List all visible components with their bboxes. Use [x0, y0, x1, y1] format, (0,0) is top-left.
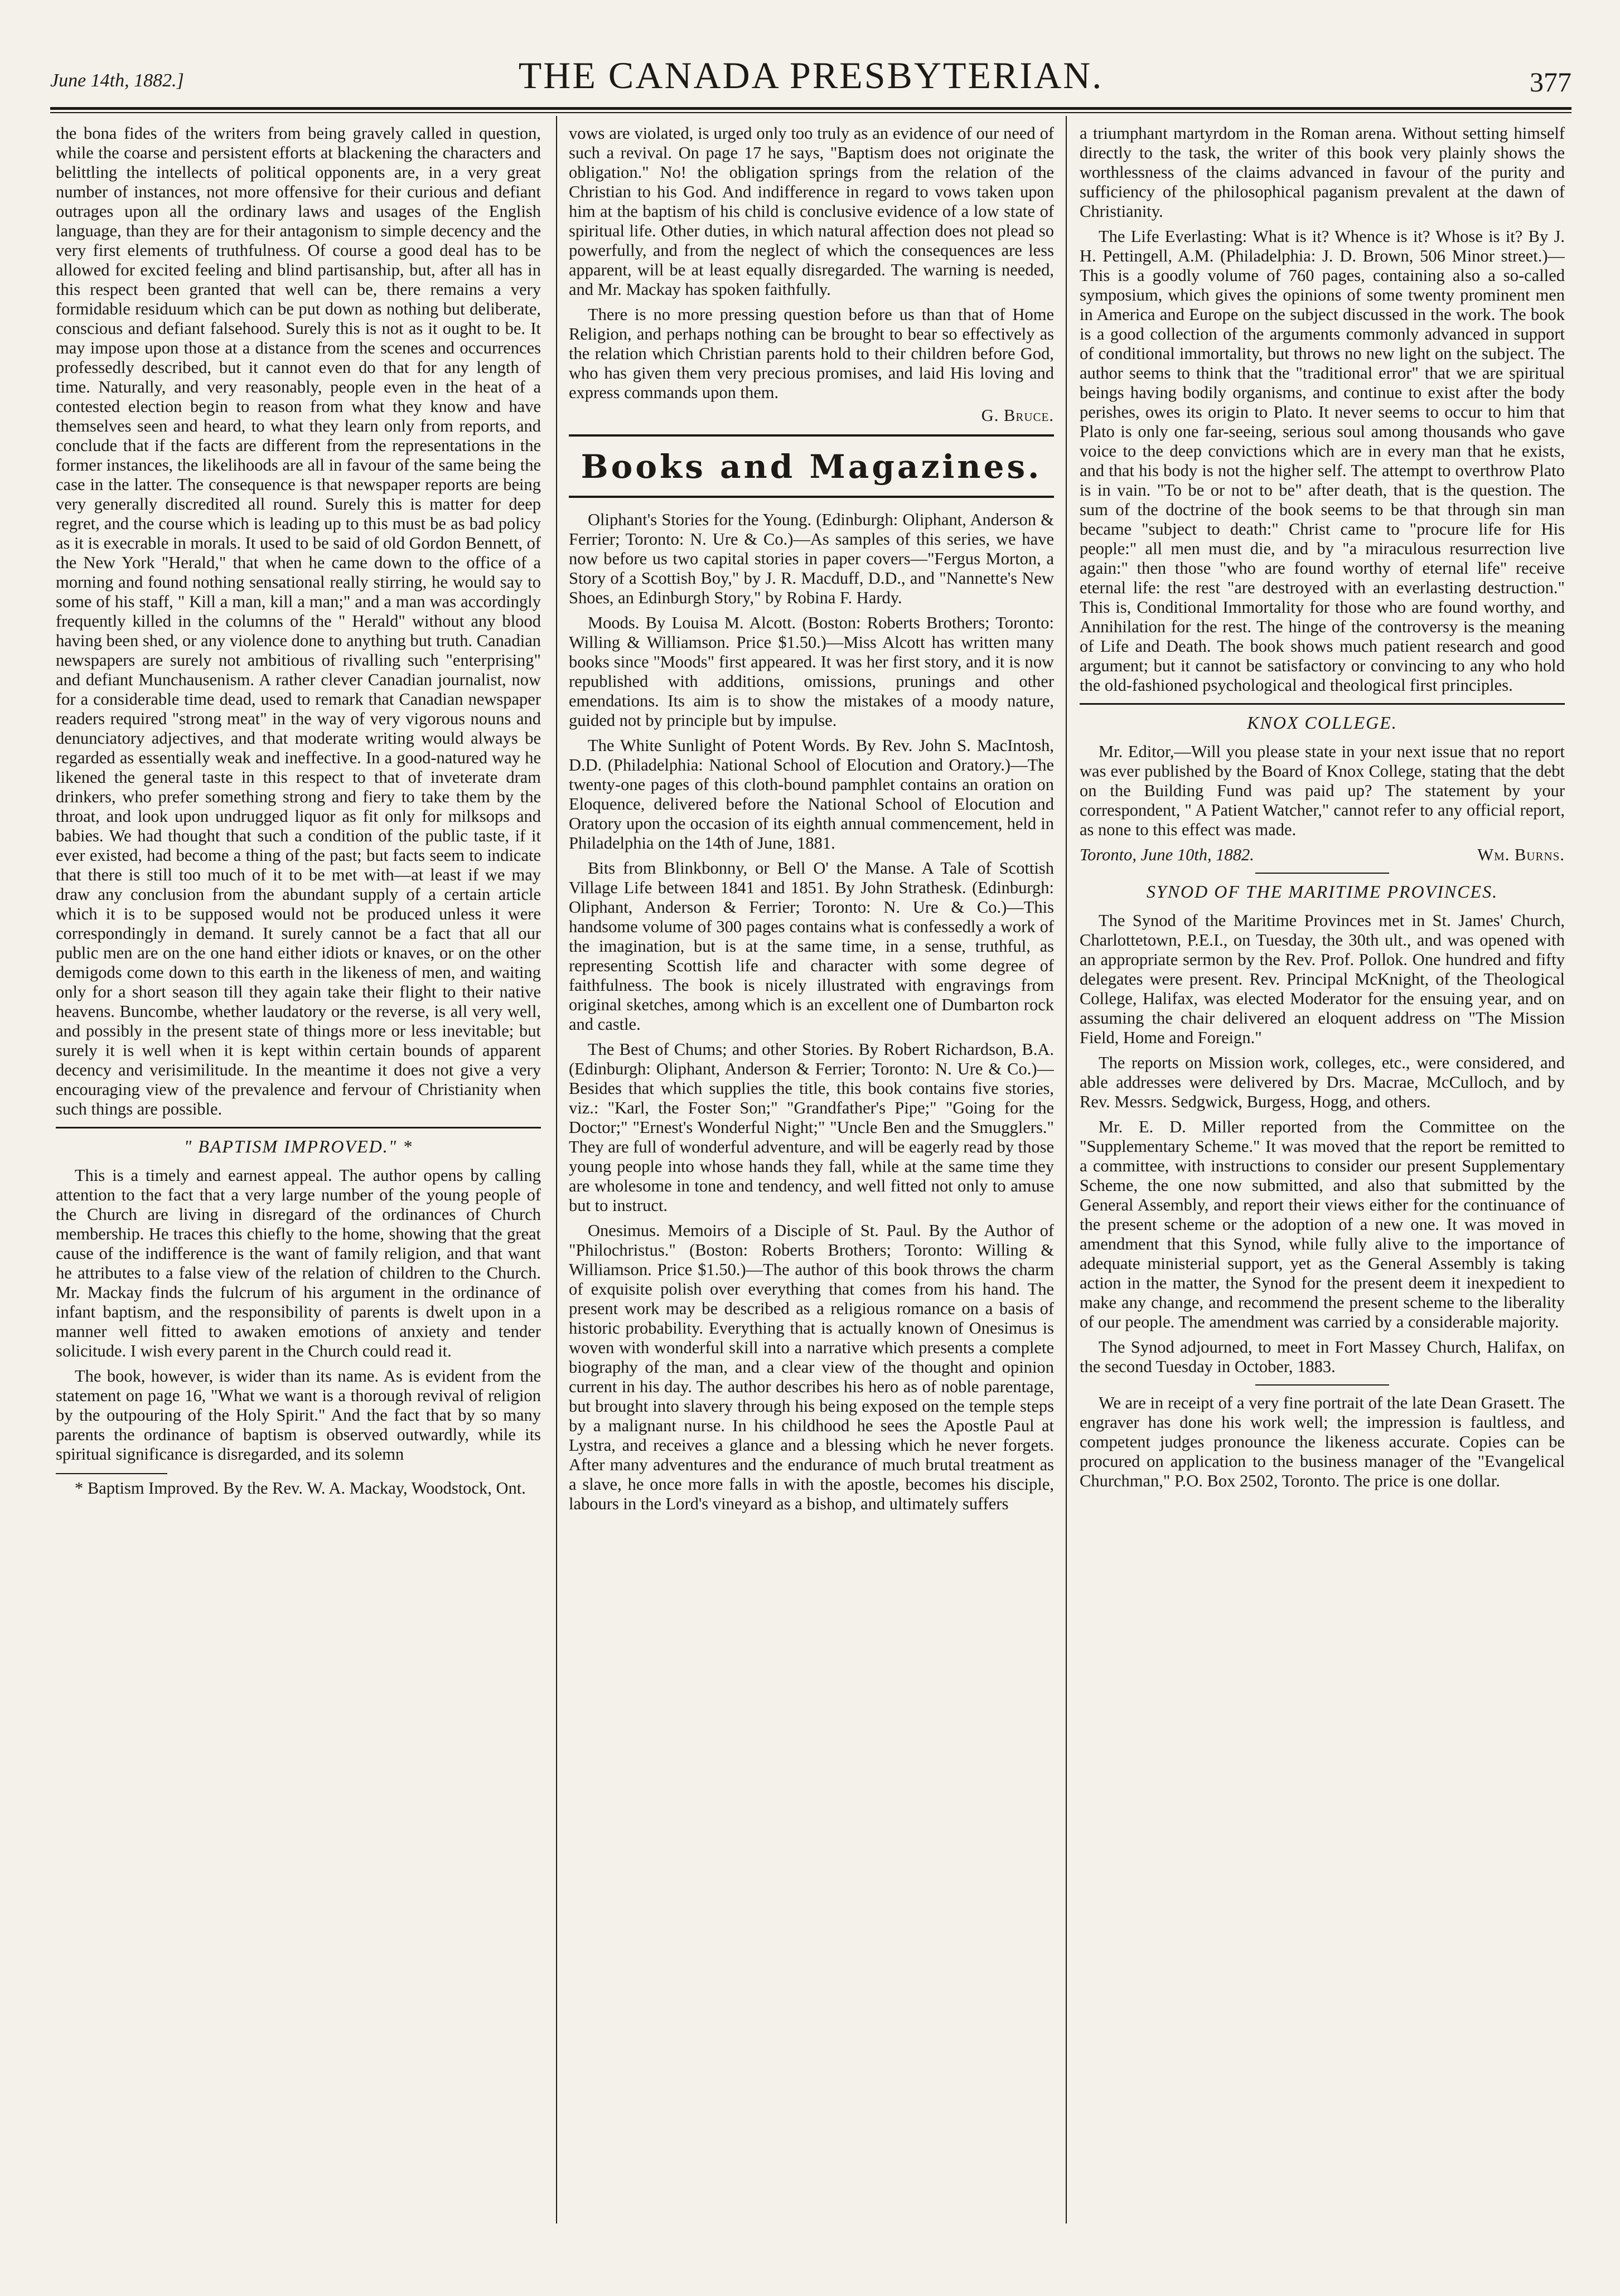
baptism-paragraph-1: This is a timely and earnest appeal. The author opens by calling attention to the fact that a very large number of the young people of the Church are living in disregard of the ordinances of Church membership. He traces this chiefly to the home, showing that the great cause of the indifference is the want of family religion, and that want he attributes to a false view of the relation of children to the Church. Mr. Mackay finds the fulcrum of his argument in the ordinance of infant baptism, and the responsibility of parents is dwelt upon in a manner well fitted to awaken emotions of anxiety and tender solicitude. I wish every parent in the Church could read it.	[56, 1166, 541, 1360]
review-white-sunlight: The White Sunlight of Potent Words. By Rev. John S. MacIntosh, D.D. (Philadelphia: National School of Elocution and Oratory.)—The twenty-one pages of this cloth-bound pamphlet contains an oration on Eloquence, delivered before the National School of Elocution and Oratory upon the occasion of its eighth annual commencement, held in Philadelphia on the 14th of June, 1881.	[569, 736, 1054, 852]
editorial-paragraph: the bona fides of the writers from being gravely called in question, while the coarse and persistent efforts at blackening the characters and belittling the intellects of political opponents are, in a very great number of instances, not more offensive for their curious and defiant outrages upon all the ordinary laws and usages of the English language, than they are for their antagonism to simple decency and the very first elements of truthfulness. Of course a good deal has to be allowed for excited feeling and blind partisanship, but, after all has in this respect been granted that well can be, there remains a very formidable residuum which can be put down as nothing but deliberate, conscious and defiant falsehood. Surely this is not as it ought to be. It may impose upon those at a distance from the scenes and occurrences professedly described, but it cannot even do that for any length of time. Naturally, and very reasonably, people even in the heat of a contested election begin to reason from what they know and have themselves seen and heard, to what they learn only from reports, and conclude that if the facts are different from the representations in the former instances, the likelihoods are all in favour of the same being the case in the latter. The consequence is that newspaper reports are being very generally discredited all round. Surely this is matter for deep regret, and the course which is leading up to this must be as bad policy as it is execrable in morals. It used to be said of old Gordon Bennett, of the New York "Herald," that when he came down to the office of a morning and found nothing sensational really stirring, he would say to some of his staff, " Kill a man, kill a man;" and a man was accordingly frequently killed in the columns of the " Herald" without any blood having been shed, or any violence done to anything but truth. Canadian newspapers are surely not ambitious of rivalling such "enterprising" and defiant Munchausenism. A rather clever Canadian journalist, now for a considerable time dead, used to remark that Canadian newspaper readers required "strong meat" in the way of very vigorous nouns and denunciatory adjectives, and that moderate writing would always be regarded as essentially weak and ineffective. In a good-natured way he likened the general taste in this respect to that of inveterate dram drinkers, who prefer something strong and fiery to take them by the throat, and look upon undrugged liquor as fit only for milksops and babies. We had thought that such a condition of the public taste, if it ever existed, had become a thing of the past; but facts seem to indicate that there is still too much of it to be met with—at least if we may draw any conclusion from the abundant supply of a certain article which it is to be supposed would not be produced unless it were correspondingly in demand. It surely cannot be a fact that all our public men are on the one hand either idiots or knaves, or on the other demigods come down to this earth in the likeness of men, and waiting only for a short season till they again take their flight to their native heavens. Buncombe, whether laudatory or the reverse, is all very well, and possibly in the present state of things more or less inevitable; but surely it is well when it is kept within certain bounds of apparent decency and verisimilitude. In the meantime it does not give a very encouraging view of the prevalence and fervour of Christianity when such things are possible.	[56, 124, 541, 1118]
review-moods: Moods. By Louisa M. Alcott. (Boston: Roberts Brothers; Toronto: Willing & Williamson. Price $1.50.)—Miss Alcott has written many books since "Moods" first appeared. It was her first story, and it is now republished with additions, omissions, prunings and other emendations. Its aim is to show the mistakes of a moody nature, guided not by principle but by impulse.	[569, 613, 1054, 730]
review-best-of-chums: The Best of Chums; and other Stories. By Robert Richardson, B.A. (Edinburgh: Oliphant, Anderson & Ferrier; Toronto: N. Ure & Co.)—Besides that which supplies the title, this book contains five stories, viz.: "Karl, the Foster Son;" "Grandfather's Pipe;" "Going for the Doctor;" "Ernest's Wonderful Night;" "Uncle Ben and the Smugglers." They are full of wonderful adventure, and will be eagerly read by those young people into whose hands they fall, while at the same time they are wholesome in tone and tendency, and well fitted not only to amuse but to instruct.	[569, 1040, 1054, 1215]
page-header	[50, 54, 1571, 104]
baptism-heading: " BAPTISM IMPROVED." *	[183, 1136, 413, 1156]
baptism-paragraph-2: The book, however, is wider than its name. As is evident from the statement on page 16, "What we want is a thorough revival of religion by the outpouring of the Holy Spirit." And the fact that by so many parents the ordinance of baptism is observed outwardly, while its spiritual significance is disregarded, and its solemn	[56, 1367, 541, 1464]
books-magazines-banner	[569, 434, 1054, 498]
header-rule-thin	[50, 112, 1571, 113]
section-divider	[1080, 703, 1565, 705]
review-blinkbonny: Bits from Blinkbonny, or Bell O' the Manse. A Tale of Scottish Village Life between 1841 and 1851. By John Strathesk. (Edinburgh: Oliphant, Anderson & Ferrier; Toronto: N. Ure & Co.)—This handsome volume of 300 pages contains what is confessedly a work of the imagination, but is at the same time, in a sense, truthful, as representing Scottish life and character with some degree of faithfulness. The book is nicely illustrated with engravings from original sketches, among which is an excellent one of Dumbarton rock and castle.	[569, 859, 1054, 1034]
portrait-notice: We are in receipt of a very fine portrait of the late Dean Grasett. The engraver has done his work well; the impression is faultless, and competent judges pronounce the likeness accurate. Copies can be procured on application to the business manager of the "Evangelical Churchman," P.O. Box 2502, Toronto. The price is one dollar.	[1080, 1393, 1565, 1490]
synod-paragraph-4: The Synod adjourned, to meet in Fort Massey Church, Halifax, on the second Tuesday in October, 1883.	[1080, 1338, 1565, 1376]
review-life-everlasting: The Life Everlasting: What is it? Whence is it? Whose is it? By J. H. Pettingell, A.M. (Philadelphia: J. D. Brown, 506 Minor street.)—This is a goodly volume of 760 pages, containing also a so-called symposium, which gives the opinions of some twenty prominent men in America and Europe on the subject discussed in the work. The book is a good collection of the arguments commonly advanced in support of conditional immortality, but throws no new light on the subject. The author seems to think that the "traditional error" that we are spiritual beings having bodily organisms, and continue to exist after the body perishes, owes its origin to Plato. It never seems to occur to him that Plato is only one far-seeing, serious soul among thousands who gave voice to the deep convictions which are in every man that he exists, and that his body is not the higher self. The attempt to overthrow Plato is in vain. "To be or not to be" after death, that is the question. The sum of the doctrine of the book seems to be that through sin man became "subject to death:" Christ came to "procure life for His people:" all men must die, and by "a miraculous resurrection live again:" then those "who are found worthy of eternal life" receive eternal life: the rest "are destroyed with an everlasting destruction." This is, Conditional Immortality for those who are found worthy, and Annihilation for the rest. The hinge of the controversy is the meaning of Life and Death. The book shows much patient research and good argument; but it cannot be satisfactory or convincing to any who hold the old-fashioned psychological and theological first principles.	[1080, 227, 1565, 695]
books-magazines-heading: Books and Magazines.	[581, 448, 1042, 486]
onesimus-continued: a triumphant martyrdom in the Roman arena. Without setting himself directly to the task, the writer of this book very plainly shows the worthlessness of the claims advanced in favour of the purity and sufficiency of the philosophical paganism prevalent at the dawn of Christianity.	[1080, 124, 1565, 221]
baptism-continued-2: There is no more pressing question before us than that of Home Religion, and perhaps nothing can be brought to bear so effectively as the relation which Christian parents hold to their children before God, who has given them very precious promises, and laid His loving and express commands upon them.	[569, 305, 1054, 402]
column-1	[56, 124, 541, 2220]
column-divider-2	[1066, 116, 1067, 2224]
review-oliphant: Oliphant's Stories for the Young. (Edinburgh: Oliphant, Anderson & Ferrier; Toronto: N. Ure & Co.)—As samples of this series, we have now before us two capital stories in paper covers—"Fergus Morton, a Story of a Scottish Boy," by J. R. Macduff, D.D., and "Nannette's New Shoes, an Edinburgh Story," by Robina F. Hardy.	[569, 510, 1054, 607]
footnote-rule	[56, 1473, 167, 1474]
footnote: * Baptism Improved. By the Rev. W. A. Mackay, Woodstock, Ont.	[75, 1479, 526, 1498]
masthead-title: THE CANADA PRESBYTERIAN.	[518, 54, 1104, 96]
synod-paragraph-3: Mr. E. D. Miller reported from the Committee on the "Supplementary Scheme." It was moved that the report be remitted to a committee, with instructions to consider our present Supplementary Scheme, the one now submitted, and also that submitted by the General Assembly, and report their views either for the continuance of the present scheme or the adoption of a new one. It was moved in amendment that this Synod, while fully alive to the importance of adequate ministerial support, yet as the General Assembly is taking action in the matter, the Synod for the present deem it inexpedient to make any change, and recommend the present scheme to the liberality of our people. The amendment was carried by a considerable majority.	[1080, 1117, 1565, 1331]
section-divider	[1255, 1384, 1389, 1386]
baptism-continued-1: vows are violated, is urged only too truly as an evidence of our need of such a revival. On page 17 he says, "Baptism does not originate the obligation." No! the obligation springs from the relation of the Christian to his God. And indifference in regard to vows taken upon him at the baptism of his child is conclusive evidence of a low state of spiritual life. Other duties, in which natural affection does not plead so powerfully, and from the neglect of which the consequences are less apparent, will be at least equally disregarded. The warning is needed, and Mr. Mackay has spoken faithfully.	[569, 124, 1054, 299]
knox-college-heading: KNOX COLLEGE.	[1247, 713, 1397, 733]
header-rule-thick	[50, 107, 1571, 110]
synod-paragraph-2: The reports on Mission work, colleges, etc., were considered, and able addresses were delivered by Drs. Macrae, McCulloch, and by Rev. Messrs. Sedgwick, Burgess, Hogg, and others.	[1080, 1053, 1565, 1111]
column-divider-1	[556, 116, 557, 2224]
synod-paragraph-1: The Synod of the Maritime Provinces met in St. James' Church, Charlottetown, P.E.I., on Tuesday, the 30th ult., and was opened with an appropriate sermon by the Rev. Prof. Pollok. One hundred and fifty delegates were present. Rev. Principal McKnight, of the Theological College, Halifax, was elected Moderator for the ensuing year, and on assuming the chair delivered an eloquent address on "The Mission Field, Home and Foreign."	[1080, 911, 1565, 1047]
issue-date: June 14th, 1882.]	[50, 70, 184, 91]
page-number: 377	[1530, 66, 1571, 98]
knox-place-date: Toronto, June 10th, 1882.	[1080, 845, 1254, 864]
signature-burns: Wm. Burns.	[1477, 845, 1565, 864]
column-2	[569, 124, 1054, 2220]
column-3	[1080, 124, 1565, 2220]
knox-dateline	[1080, 845, 1565, 865]
section-divider	[56, 1127, 541, 1128]
review-onesimus: Onesimus. Memoirs of a Disciple of St. Paul. By the Author of "Philochristus." (Boston: Roberts Brothers; Toronto: Willing & Williamson. Price $1.50.)—The author of this book throws the charm of exquisite polish over everything that comes from his hand. The present work may be described as a religious romance on a basis of historic probability. Everything that is actually known of Onesimus is woven with wonderful skill into a narrative which presents a complete biography of the man, and a clear view of the thought and opinion current in his day. The author describes his hero as of noble parentage, but brought into slavery through his being exposed on the temple steps by a malignant nurse. In his childhood he sees the Apostle Paul at Lystra, and receives a glance and a blessing which he never forgets. After many adventures and the endurance of much brutal treatment as a slave, he once more falls in with the apostle, becomes his disciple, labours in the Lord's vineyard as a bishop, and ultimately suffers	[569, 1221, 1054, 1513]
signature-bruce: G. Bruce.	[981, 406, 1054, 425]
section-divider	[1255, 873, 1389, 874]
synod-heading: SYNOD OF THE MARITIME PROVINCES.	[1146, 881, 1498, 902]
knox-letter: Mr. Editor,—Will you please state in your next issue that no report was ever published by the Board of Knox College, stating that the debt on the Building Fund was paid up? The statement by your correspondent, " A Patient Watcher," cannot refer to any official report, as none to this effect was made.	[1080, 742, 1565, 839]
